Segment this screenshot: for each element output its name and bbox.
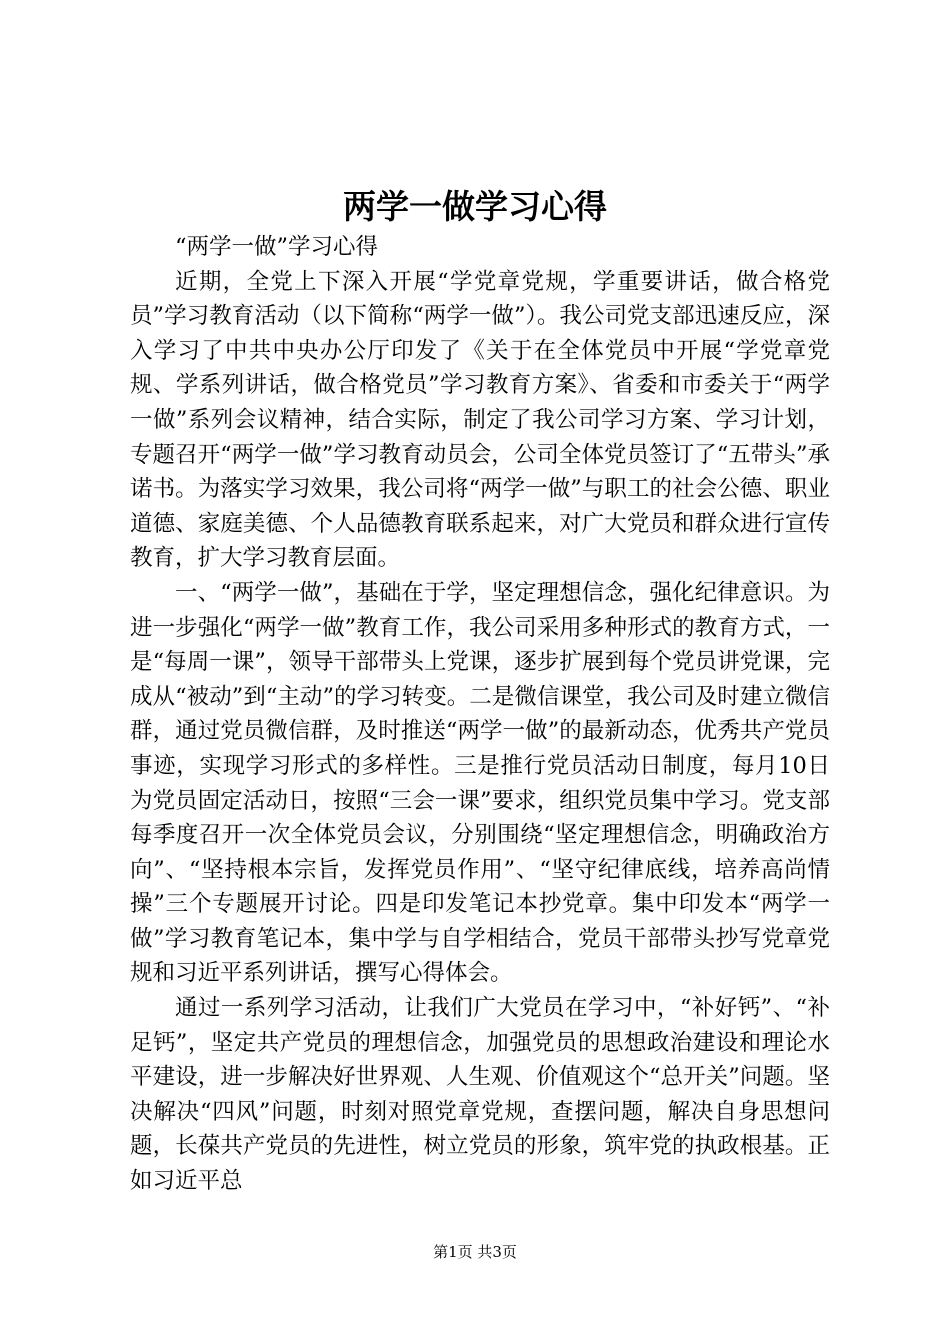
- paragraph-intro: 近期，全党上下深入开展“学党章党规，学重要讲话，做合格党员”学习教育活动（以下简称“两学一做”）。我公司党支部迅速反应，深入学习了中共中央办公厅印发了《关于在全体党员中开展“学党章党规、学系列讲话，做合格党员”学习教育方案》、省委和市委关于“两学一做”系列会议精神，结合实际，制定了我公司学习方案、学习计划，专题召开“两学一做”学习教育动员会，公司全体党员签订了“五带头”承诺书。为落实学习效果，我公司将“两学一做”与职工的社会公德、职业道德、家庭美德、个人品德教育联系起来，对广大党员和群众进行宣传教育，扩大学习教育层面。: [130, 268, 830, 572]
- document-body: [130, 230, 830, 1199]
- paragraph-section-one: 一、“两学一做”，基础在于学，坚定理想信念，强化纪律意识。为进一步强化“两学一做”教育工作，我公司采用多种形式的教育方式，一是“每周一课”，领导干部带头上党课，逐步扩展到每个党员讲党课，完成从“被动”到“主动”的学习转变。二是微信课堂，我公司及时建立微信群，通过党员微信群，及时推送“两学一做”的最新动态，优秀共产党员事迹，实现学习形式的多样性。三是推行党员活动日制度，每月10日为党员固定活动日，按照“三会一课”要求，组织党员集中学习。党支部每季度召开一次全体党员会议，分别围绕“坚定理想信念，明确政治方向”、“坚持根本宗旨，发挥党员作用”、“坚守纪律底线，培养高尚情操”三个专题展开讨论。四是印发笔记本抄党章。集中印发本“两学一做”学习教育笔记本，集中学与自学相结合，党员干部带头抄写党章党规和习近平系列讲话，撰写心得体会。: [130, 579, 830, 987]
- page-number-footer: 第1页 共3页: [433, 1243, 517, 1261]
- paragraph-subtitle: “两学一做”学习心得: [175, 234, 379, 260]
- document-title: 两学一做学习心得: [343, 187, 607, 226]
- paragraph-continuation: 通过一系列学习活动，让我们广大党员在学习中，“补好钙”、“补足钙”，坚定共产党员的理想信念，加强党员的思想政治建设和理论水平建设，进一步解决好世界观、人生观、价值观这个“总开关”问题。坚决解决“四风”问题，时刻对照党章党规，查摆问题，解决自身思想问题，长葆共产党员的先进性，树立党员的形象，筑牢党的执政根基。正如习近平总: [130, 995, 830, 1195]
